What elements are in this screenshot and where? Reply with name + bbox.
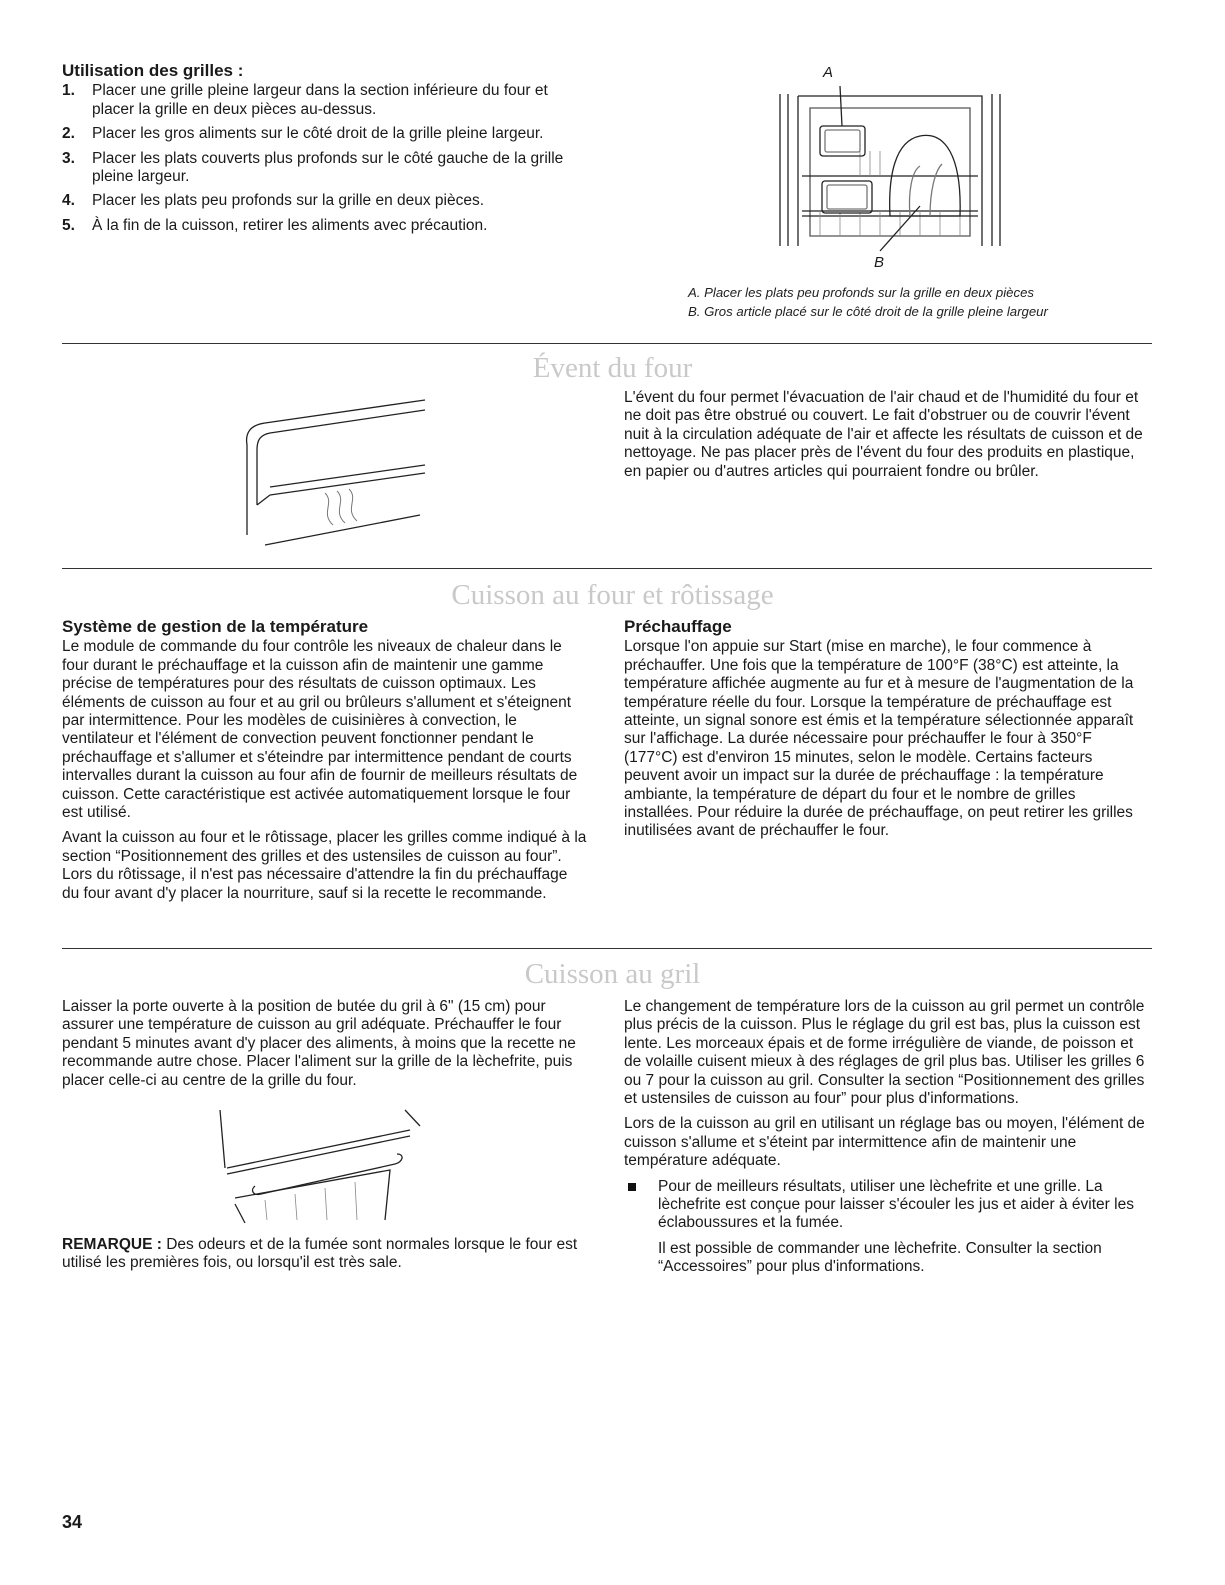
vent-text: L'évent du four permet l'évacuation de l'air chaud et de l'humidité du four et ne doit pas être obstrué ou couvert. Le fait d'obstruer ou de couvrir l'évent nuit à la circulation adéquate de l'air et affecte les résultats de cuisson et de nettoyage. Ne pas placer près de l'évent du four des produits en plastique, en papier ou d'autres articles qui pourraient fondre ou brûler. [624,389,1143,480]
rack-usage-section [62,62,592,241]
temperature-management-paragraph: Le module de commande du four contrôle les niveaux de chaleur dans le four durant le préchauffage et la cuisson afin de maintenir une gamme précise de températures pour des résultats de cuisson optimaux. Les éléments de cuisson au four et au gril ou brûleurs s'allument et s'éteignent par intermittence. Pour les modèles de cuisinières à convection, le ventilateur et l'élément de convection peuvent fonctionner pendant le préchauffage et s'allumer et s'éteindre par intermittence pendant de courts intervalles durant la cuisson au four afin de fournir de meilleurs résultats de cuisson. Cette caractéristique est activée automatiquement lorsque le four est utilisé. [62,638,578,822]
broil-note [62,1236,587,1273]
rack-usage-heading: Utilisation des grilles : [62,61,244,80]
list-item [62,82,592,119]
step-text: Placer les plats peu profonds sur la grille en deux pièces. [92,192,485,210]
step-number: 2. [62,125,75,143]
baking-rack-paragraph: Avant la cuisson au four et le rôtissage, placer les grilles comme indiqué à la section “Positionnement des grilles et des ustensiles de cuisson au four”. Lors du rôtissage, il n'est pas nécessaire d'attendre la fin du préchauffage du four avant d'y placer la nourriture, sauf si la recette le recommande. [62,829,587,902]
preheat-paragraph: Lorsque l'on appuie sur Start (mise en marche), le four commence à préchauffer. Une fois que la température de 100°F (38°C) est atteinte, la température affichée augmente au fur et à mesure de l'augmentation de la température réelle du four. Lorsque la température de préchauffage est atteinte, un signal sonore est émis et la température sélectionnée apparaît sur l'affichage. La durée nécessaire pour préchauffer le four à 350°F (177°C) est d'environ 15 minutes, selon le modèle. Certains facteurs peuvent avoir un impact sur la durée de préchauffage : la température ambiante, la température de départ du four et le nombre de grilles installées. Pour réduire la durée de préchauffage, on peut retirer les grilles inutilisées avant de préchauffer le four. [624,638,1134,840]
baking-section-title: Cuisson au four et rôtissage [451,579,774,611]
step-text: Placer les plats couverts plus profonds sur le côté gauche de la grille pleine largeur. [92,149,564,186]
list-item [62,217,592,235]
temperature-management-column [62,618,587,910]
temperature-management-heading: Système de gestion de la température [62,617,369,636]
broil-bullets [624,1178,1150,1277]
section-divider [62,948,1152,949]
step-text: Placer une grille pleine largeur dans la section inférieure du four et placer la grille en deux pièces au-dessus. [92,82,548,118]
preheat-column [624,618,1148,848]
bullet-followup-text: Il est possible de commander une lèchefrite. Consulter la section “Accessoires” pour plus d'informations. [658,1239,1102,1276]
step-text: Placer les gros aliments sur le côté droit de la grille pleine largeur. [92,125,544,143]
oven-rack-illustration [770,86,1010,256]
page-number: 34 [62,1512,83,1532]
step-number: 3. [62,149,75,167]
caption-a: A. Placer les plats peu profonds sur la grille en deux pièces [688,285,1034,300]
bullet-square-icon [628,1183,636,1191]
section-divider [62,568,1152,569]
broil-left-paragraph: Laisser la porte ouverte à la position de butée du gril à 6" (15 cm) pour assurer une température de cuisson au gril adéquate. Préchauffer le four pendant 5 minutes avant d'y placer des aliments, à moins que la recette ne recommande autre chose. Placer l'aliment sur la grille de la lèchefrite, puis placer celle-ci au centre de la grille du four. [62,998,576,1089]
broil-right-paragraph-2: Lors de la cuisson au gril en utilisant un réglage bas ou moyen, l'élément de cuisson s'allume et s'éteint par intermittence afin de maintenir une température adéquate. [624,1115,1145,1170]
list-item [62,192,592,210]
figure-label-a: A [823,64,834,81]
broil-door-illustration [215,1108,425,1228]
step-number: 5. [62,216,75,234]
figure-label-b: B [874,254,885,271]
list-item [62,125,592,143]
rack-steps-list [62,82,592,235]
broil-right-paragraph-1: Le changement de température lors de la cuisson au gril permet un contrôle plus précis de la cuisson. Plus le réglage du gril est bas, plus la cuisson est lente. Les morceaux épais et de forme irrégulière de viande, de poisson et de volaille cuisent mieux à des réglages de gril plus bas. Utiliser les grilles 6 ou 7 pour la cuisson au gril. Consulter la section “Positionnement des grilles et ustensiles de cuisson au four” pour plus d'informations. [624,998,1145,1108]
step-number: 1. [62,82,75,100]
section-divider [62,343,1152,344]
list-item [62,150,592,187]
preheat-heading: Préchauffage [624,617,732,636]
oven-vent-illustration [225,395,435,550]
step-text: À la fin de la cuisson, retirer les aliments avec précaution. [92,216,488,234]
bullet-text: Pour de meilleurs résultats, utiliser une lèchefrite et une grille. La lèchefrite est conçue pour laisser s'écouler les jus et aider à éviter les éclaboussures et la fumée. [658,1177,1134,1232]
list-item [624,1178,1150,1277]
note-text: Des odeurs et de la fumée sont normales lorsque le four est utilisé les premières fois, ou lorsqu'il est très sale. [62,1236,578,1272]
figure-captions [688,283,1158,321]
broil-section-title: Cuisson au gril [524,958,701,990]
caption-b: B. Gros article placé sur le côté droit de la grille pleine largeur [688,304,1048,319]
vent-section-title: Évent du four [532,352,693,384]
broil-right-column [624,998,1150,1284]
note-label: REMARQUE : [62,1236,162,1253]
step-number: 4. [62,192,75,210]
